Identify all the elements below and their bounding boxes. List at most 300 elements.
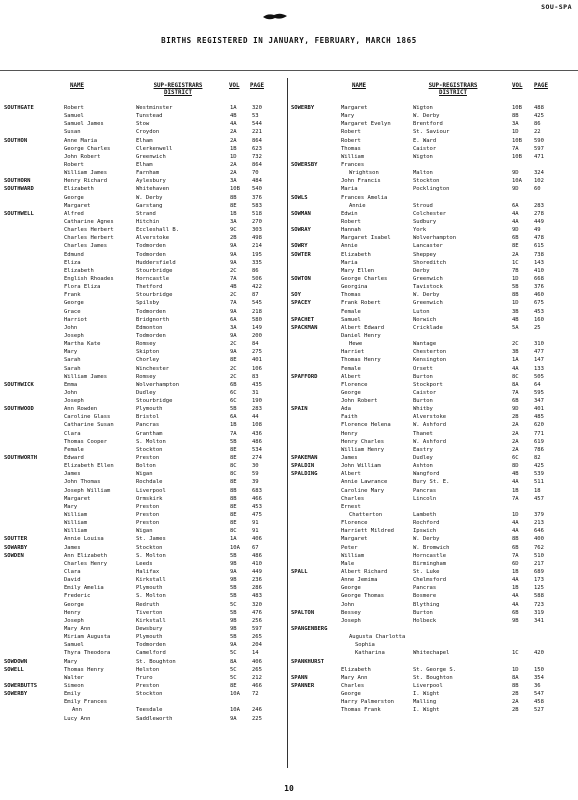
surname: SOUTHWARD bbox=[4, 186, 34, 193]
district: Chorley bbox=[136, 357, 160, 364]
given-names: George Charles bbox=[341, 275, 388, 282]
given-names: Sophia bbox=[355, 642, 375, 649]
volume: 1D bbox=[512, 300, 519, 307]
given-names: Charles bbox=[341, 495, 365, 502]
district: W. Derby bbox=[413, 292, 440, 299]
page-ref: 401 bbox=[534, 406, 544, 413]
register-entry bbox=[0, 584, 287, 592]
district: Stockport bbox=[413, 381, 443, 388]
register-entry bbox=[0, 674, 287, 682]
page-ref: 87 bbox=[252, 292, 259, 299]
volume: 2A bbox=[512, 251, 519, 258]
page-ref: 225 bbox=[252, 715, 262, 722]
district: Sudbury bbox=[413, 218, 437, 225]
page-ref: 668 bbox=[534, 275, 544, 282]
volume: 9A bbox=[230, 642, 237, 649]
surname: SOUTHWOOD bbox=[4, 406, 34, 413]
register-entry bbox=[287, 535, 574, 543]
district: St. Boughton bbox=[413, 674, 453, 681]
volume: 7A bbox=[512, 495, 519, 502]
page-ref: 527 bbox=[534, 707, 544, 714]
page-ref: 200 bbox=[252, 332, 262, 339]
given-names: William bbox=[64, 528, 88, 535]
district: Caistor bbox=[413, 145, 437, 152]
page-ref: 376 bbox=[534, 284, 544, 291]
page-ref: 214 bbox=[252, 243, 262, 250]
register-entry bbox=[0, 568, 287, 576]
volume: 10B bbox=[512, 105, 522, 111]
volume: 6B bbox=[230, 381, 237, 388]
given-names: William bbox=[341, 552, 365, 559]
register-entry bbox=[287, 560, 574, 568]
volume: 5B bbox=[230, 585, 237, 592]
page-ref: 49 bbox=[534, 227, 541, 234]
page-ref: 102 bbox=[534, 178, 544, 185]
given-names: Ada bbox=[341, 406, 351, 413]
district: Stockton bbox=[136, 691, 163, 698]
register-entry bbox=[287, 112, 574, 120]
page-ref: 498 bbox=[252, 235, 262, 242]
volume: 9A bbox=[230, 349, 237, 356]
page-ref: 420 bbox=[534, 650, 544, 657]
district: Bolton bbox=[136, 463, 156, 470]
register-entry bbox=[0, 275, 287, 283]
volume: 2A bbox=[512, 438, 519, 445]
district: Greenwich bbox=[413, 275, 443, 282]
volume: 1D bbox=[230, 153, 237, 160]
district: Strand bbox=[136, 210, 156, 217]
district: Preston bbox=[136, 520, 160, 527]
volume: 5B bbox=[230, 593, 237, 600]
register-entry bbox=[0, 104, 287, 112]
district: Bosmere bbox=[413, 593, 437, 600]
register-entry bbox=[287, 267, 574, 275]
given-names: Edward bbox=[64, 455, 84, 462]
register-entry bbox=[287, 698, 574, 706]
district: Plymouth bbox=[136, 585, 163, 592]
register-entry bbox=[287, 259, 574, 267]
volume: 1D bbox=[512, 275, 519, 282]
district: Wantage bbox=[413, 341, 437, 348]
volume: 9B bbox=[230, 560, 237, 567]
page-ref: 453 bbox=[252, 503, 262, 510]
volume: 4A bbox=[512, 365, 519, 372]
given-names: Albert Richard bbox=[341, 569, 388, 576]
given-names: Thomas Henry bbox=[64, 666, 104, 673]
volume: 2A bbox=[512, 422, 519, 429]
register-entry bbox=[0, 552, 287, 560]
page-ref: 217 bbox=[534, 560, 544, 567]
register-entry bbox=[287, 210, 574, 218]
volume: 1B bbox=[512, 585, 519, 592]
district: E. Ward bbox=[413, 137, 437, 144]
page-ref: 864 bbox=[252, 137, 262, 144]
register-entry bbox=[287, 128, 574, 136]
district: Whitby bbox=[413, 406, 433, 413]
given-names: Susan bbox=[64, 129, 81, 136]
surname: SPALDING bbox=[291, 471, 318, 478]
district: Romsey bbox=[136, 373, 156, 380]
given-names: Georgina bbox=[341, 284, 368, 291]
given-names: Elizabeth bbox=[64, 267, 94, 274]
register-entry bbox=[287, 202, 574, 210]
register-entry bbox=[0, 381, 287, 389]
given-names: Joseph bbox=[64, 398, 84, 405]
given-names: Hewe bbox=[349, 341, 363, 348]
page-ref: 588 bbox=[534, 593, 544, 600]
given-names: William bbox=[341, 153, 365, 160]
volume: 8B bbox=[512, 113, 519, 120]
volume: 6C bbox=[512, 455, 519, 462]
district: Ormskirk bbox=[136, 495, 163, 502]
register-entry bbox=[0, 397, 287, 405]
district: Dewsbury bbox=[136, 626, 163, 632]
district: Ipswich bbox=[413, 528, 437, 535]
district: I. Wight bbox=[413, 691, 440, 698]
surname: SOWLS bbox=[291, 194, 308, 201]
district: Todmorden bbox=[136, 251, 166, 258]
left-column bbox=[0, 104, 287, 723]
page-ref: 91 bbox=[252, 528, 259, 535]
page-ref: 457 bbox=[534, 495, 544, 502]
page-ref: 147 bbox=[534, 357, 544, 364]
register-entry bbox=[0, 706, 287, 714]
district: Pancras bbox=[413, 585, 437, 592]
district: Wigan bbox=[136, 528, 153, 535]
page-ref: 256 bbox=[252, 617, 262, 624]
surname: SPANNER bbox=[291, 682, 315, 689]
volume: 9D bbox=[512, 227, 519, 234]
register-entry bbox=[0, 226, 287, 234]
given-names: James bbox=[64, 471, 81, 478]
register-entry bbox=[287, 340, 574, 348]
volume: 6C bbox=[230, 389, 237, 396]
register-entry bbox=[0, 690, 287, 698]
given-names: William bbox=[64, 520, 88, 527]
register-entry bbox=[0, 283, 287, 291]
page-ref: 82 bbox=[534, 455, 541, 462]
volume: 8E bbox=[230, 357, 237, 364]
given-names: Henry bbox=[64, 609, 81, 616]
register-entry bbox=[0, 430, 287, 438]
volume: 1C bbox=[512, 259, 519, 266]
volume: 8D bbox=[512, 463, 519, 470]
surname: SPACHET bbox=[291, 316, 315, 323]
volume: 9B bbox=[230, 577, 237, 584]
page-ref: 786 bbox=[534, 446, 544, 453]
given-names: John bbox=[64, 389, 78, 396]
register-entry bbox=[287, 283, 574, 291]
page-ref: 212 bbox=[252, 674, 262, 681]
given-names: William Henry bbox=[341, 446, 385, 453]
page-ref: 488 bbox=[534, 105, 544, 111]
given-names: George bbox=[64, 601, 84, 608]
page-ref: 60 bbox=[534, 186, 541, 193]
register-entry bbox=[0, 413, 287, 421]
page-ref: 133 bbox=[534, 365, 544, 372]
district: Birmingham bbox=[413, 560, 447, 567]
register-entry bbox=[0, 242, 287, 250]
district: S. Molton bbox=[136, 593, 166, 600]
register-entry bbox=[0, 324, 287, 332]
register-entry bbox=[0, 153, 287, 161]
volume: 8A bbox=[512, 674, 519, 681]
page-ref: 435 bbox=[252, 381, 262, 388]
page-ref: 675 bbox=[534, 300, 544, 307]
page-ref: 400 bbox=[534, 536, 544, 543]
given-names: Caroline Glass bbox=[64, 414, 111, 421]
given-names: Elizabeth bbox=[64, 186, 94, 193]
given-names: English Rhoades bbox=[64, 275, 114, 282]
given-names: Robert bbox=[341, 218, 361, 225]
page-ref: 771 bbox=[534, 430, 544, 437]
volume: 9C bbox=[230, 227, 237, 234]
volume: 5C bbox=[230, 601, 237, 608]
given-names: Harriot bbox=[64, 316, 88, 323]
given-names: Clara bbox=[64, 569, 81, 576]
district: Bury St. E. bbox=[413, 479, 450, 486]
given-names: Elizabeth Ellen bbox=[64, 463, 114, 470]
page-ref: 108 bbox=[252, 422, 262, 429]
volume: 3A bbox=[230, 324, 237, 331]
surname: SOUTHORN bbox=[4, 178, 31, 185]
register-entry bbox=[0, 511, 287, 519]
district: Malton bbox=[413, 170, 433, 177]
register-entry bbox=[287, 299, 574, 307]
surname: SOWRAY bbox=[291, 227, 311, 234]
district: Stockton bbox=[413, 178, 440, 185]
page-ref: 449 bbox=[534, 218, 544, 225]
volume: 4A bbox=[512, 601, 519, 608]
given-names: Edwin bbox=[341, 210, 358, 217]
page-ref: 477 bbox=[534, 349, 544, 356]
volume: 5B bbox=[230, 552, 237, 559]
volume: 8C bbox=[230, 463, 237, 470]
register-entry bbox=[0, 576, 287, 584]
register-entry bbox=[0, 128, 287, 136]
volume: 1B bbox=[230, 422, 237, 429]
district: Thetford bbox=[136, 284, 163, 291]
surname: SOY bbox=[291, 292, 301, 299]
district: Liverpool bbox=[136, 487, 166, 494]
page-ref: 22 bbox=[534, 129, 541, 136]
district: Stourbridge bbox=[136, 292, 173, 299]
district: Spilsby bbox=[136, 300, 160, 307]
surname: SPALL bbox=[291, 569, 308, 576]
register-entry bbox=[287, 251, 574, 259]
given-names: Katharina bbox=[355, 650, 385, 657]
given-names: James bbox=[64, 544, 81, 551]
page-ref: 86 bbox=[252, 267, 259, 274]
page-ref: 319 bbox=[534, 609, 544, 616]
given-names: Margaret bbox=[341, 536, 368, 543]
register-entry bbox=[0, 641, 287, 649]
given-names: Charles bbox=[341, 682, 365, 689]
volume: 9D bbox=[512, 170, 519, 177]
volume: 4B bbox=[512, 316, 519, 323]
given-names: George Charles bbox=[64, 145, 111, 152]
page-ref: 425 bbox=[534, 463, 544, 470]
page-ref: 190 bbox=[252, 398, 262, 405]
register-entry bbox=[0, 137, 287, 145]
page-ref: 478 bbox=[534, 235, 544, 242]
given-names: Anne Maria bbox=[64, 137, 98, 144]
page-ref: 762 bbox=[534, 544, 544, 551]
district: Horncastle bbox=[136, 275, 170, 282]
district: W. Ashford bbox=[413, 438, 447, 445]
register-entry bbox=[287, 291, 574, 299]
given-names: Samuel bbox=[64, 113, 84, 120]
register-entry bbox=[287, 478, 574, 486]
given-names: Henry Richard bbox=[64, 178, 108, 185]
given-names: Annie Lawrance bbox=[341, 479, 388, 486]
district: St. James bbox=[136, 536, 166, 543]
volume: 8E bbox=[230, 682, 237, 689]
page-ref: 471 bbox=[534, 153, 544, 160]
volume: 3A bbox=[230, 178, 237, 185]
given-names: Ann Rowden bbox=[64, 406, 98, 413]
page-ref: 125 bbox=[534, 585, 544, 592]
register-entry bbox=[0, 267, 287, 275]
page-ref: 466 bbox=[252, 495, 262, 502]
district: W. Bromwich bbox=[413, 544, 450, 551]
district: Hitchin bbox=[136, 218, 160, 225]
volume: 2C bbox=[230, 341, 237, 348]
given-names: Thomas bbox=[341, 145, 361, 152]
register-entry bbox=[287, 185, 574, 193]
given-names: Annie bbox=[349, 202, 366, 209]
surname: SOWERBY bbox=[291, 105, 315, 111]
page-ref: 64 bbox=[534, 381, 541, 388]
page-ref: 84 bbox=[252, 341, 259, 348]
register-entry bbox=[287, 625, 574, 633]
register-entry bbox=[0, 519, 287, 527]
district: York bbox=[413, 227, 427, 234]
volume: 6D bbox=[512, 560, 519, 567]
given-names: Thomas Frank bbox=[341, 707, 381, 714]
page-ref: 547 bbox=[534, 691, 544, 698]
register-entry bbox=[0, 454, 287, 462]
given-names: Margaret bbox=[64, 202, 91, 209]
volume: 6B bbox=[512, 235, 519, 242]
page-ref: 150 bbox=[534, 666, 544, 673]
given-names: Emily bbox=[64, 691, 81, 698]
volume: 3B bbox=[512, 308, 519, 315]
district: I. Wight bbox=[413, 707, 440, 714]
surname: SOWMAN bbox=[291, 210, 311, 217]
register-entry bbox=[287, 120, 574, 128]
district: St. Luke bbox=[413, 569, 440, 576]
volume: 2A bbox=[230, 161, 237, 168]
volume: 4A bbox=[512, 210, 519, 217]
register-entry bbox=[287, 601, 574, 609]
given-names: Alfred bbox=[64, 210, 84, 217]
volume: 5B bbox=[230, 634, 237, 641]
given-names: Henry bbox=[341, 430, 358, 437]
district: Pocklington bbox=[413, 186, 450, 193]
given-names: Ann bbox=[72, 707, 82, 714]
surname: SOUTHON bbox=[4, 137, 28, 144]
left-name-header: NAME bbox=[70, 83, 84, 89]
page-ref: 221 bbox=[252, 129, 262, 136]
district: Plymouth bbox=[136, 634, 163, 641]
register-entry bbox=[287, 519, 574, 527]
given-names: Faith bbox=[341, 414, 358, 421]
given-names: Henry Charles bbox=[341, 438, 385, 445]
district: Edmonton bbox=[136, 324, 163, 331]
register-entry bbox=[0, 487, 287, 495]
given-names: Mary Ellen bbox=[341, 267, 375, 274]
district: W. Ashford bbox=[413, 422, 447, 429]
district: Wigton bbox=[413, 105, 433, 111]
volume: 9A bbox=[230, 251, 237, 258]
district: Preston bbox=[136, 512, 160, 519]
given-names: Mary Ann bbox=[64, 626, 91, 632]
page-ref: 283 bbox=[534, 202, 544, 209]
given-names: Male bbox=[341, 560, 355, 567]
surname: SOWDEN bbox=[4, 552, 24, 559]
volume: 5B bbox=[230, 406, 237, 413]
district: Skipton bbox=[136, 349, 160, 356]
register-entry bbox=[287, 381, 574, 389]
volume: 1B bbox=[512, 487, 519, 494]
given-names: Miriam Augusta bbox=[64, 634, 111, 641]
volume: 9A bbox=[230, 259, 237, 266]
volume: 9B bbox=[512, 617, 519, 624]
page-ref: 160 bbox=[534, 316, 544, 323]
register-entry bbox=[0, 535, 287, 543]
district: Kirkstall bbox=[136, 617, 166, 624]
volume: 6C bbox=[230, 398, 237, 405]
register-entry bbox=[287, 365, 574, 373]
register-entry bbox=[287, 527, 574, 535]
volume: 2B bbox=[512, 414, 519, 421]
given-names: David bbox=[64, 577, 81, 584]
register-entry bbox=[0, 438, 287, 446]
given-names: Mary bbox=[64, 503, 78, 510]
register-entry bbox=[0, 202, 287, 210]
page-ref: 422 bbox=[252, 284, 262, 291]
page-ref: 31 bbox=[252, 389, 259, 396]
given-names: Wrightson bbox=[349, 170, 379, 177]
register-entry bbox=[0, 210, 287, 218]
register-entry bbox=[0, 365, 287, 373]
page-ref: 149 bbox=[252, 324, 262, 331]
district: Helston bbox=[136, 666, 160, 673]
district: Blything bbox=[413, 601, 440, 608]
district: Sheppey bbox=[413, 251, 437, 258]
volume: 2A bbox=[230, 137, 237, 144]
district: Burton bbox=[413, 373, 433, 380]
page-ref: 406 bbox=[252, 536, 262, 543]
page-ref: 236 bbox=[252, 577, 262, 584]
volume: 4A bbox=[512, 593, 519, 600]
volume: 7A bbox=[230, 430, 237, 437]
page-ref: 143 bbox=[534, 259, 544, 266]
volume: 9A bbox=[230, 243, 237, 250]
page-ref: 475 bbox=[252, 512, 262, 519]
district: Chesterton bbox=[413, 349, 447, 356]
district: Tiverton bbox=[136, 609, 163, 616]
district: Burton bbox=[413, 609, 433, 616]
district: Colchester bbox=[413, 210, 447, 217]
register-entry bbox=[287, 153, 574, 161]
page-ref: 449 bbox=[252, 569, 262, 576]
register-entry bbox=[0, 446, 287, 454]
register-entry bbox=[287, 568, 574, 576]
volume: 8E bbox=[230, 503, 237, 510]
volume: 5A bbox=[512, 324, 519, 331]
